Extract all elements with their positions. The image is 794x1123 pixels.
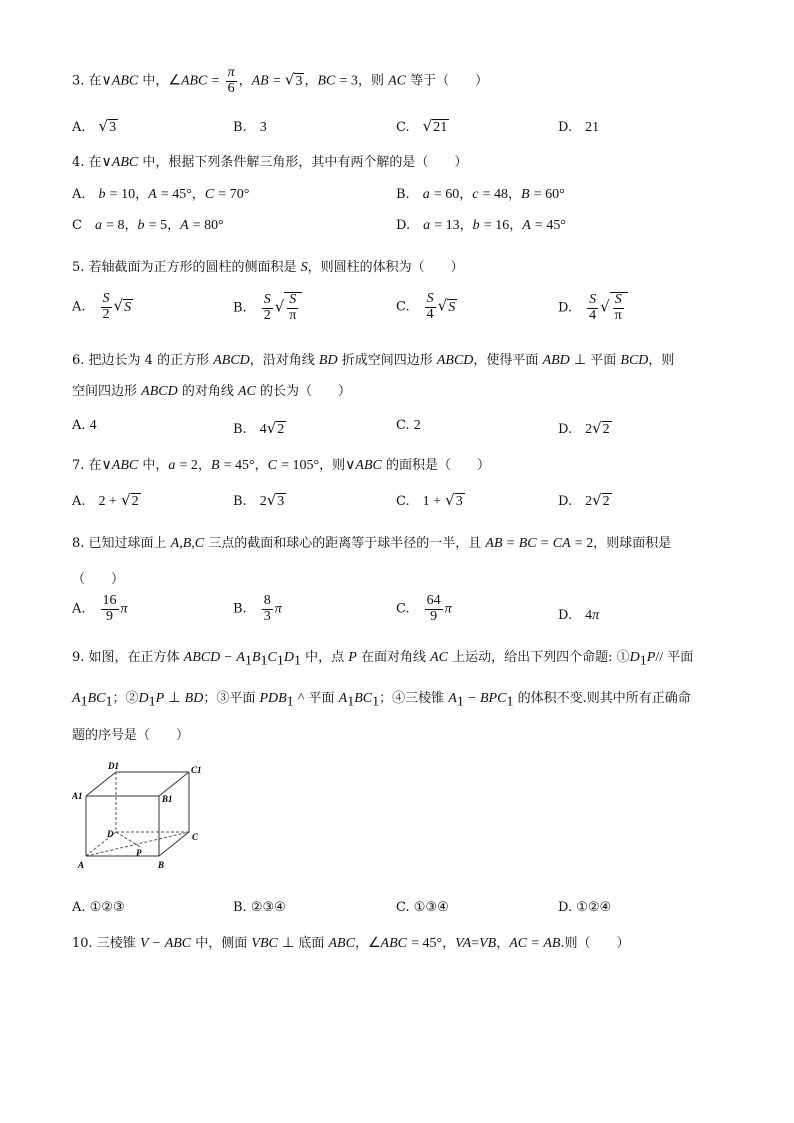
q4-option-d[interactable]: D. a = 13，b = 16，A = 45° (396, 218, 566, 233)
label-a1: A1 (72, 791, 83, 801)
q8-option-a[interactable]: A. $\frac{16}{9}$ π (72, 593, 128, 624)
q7-option-b[interactable]: B. 2√3 (233, 491, 285, 509)
q6-stem-line1: 6. 把边长为 4 的正方形 ABCD，沿对角线 BD 折成空间四边形 ABCD，使得平面 ABD ⊥ 平面 BCD，则 (72, 353, 675, 368)
q6-option-a[interactable]: A. 4 (72, 418, 97, 433)
q9-stem-line1: 9. 如图，在正方体 ABCD − $A_1B_1C_1D_1$ 中，点 P 在面对角线 AC 上运动，给出下列四个命题: $①D_1P//$ 平面 (72, 650, 694, 669)
q5-option-a[interactable]: A. $\frac{S}{2}$ √S (72, 291, 132, 322)
q9-option-b[interactable] (233, 900, 286, 915)
q5-stem: 5. 若轴截面为正方形的圆柱的侧面积是 S，则圆柱的体积为（ ） (72, 260, 464, 275)
q6-stem-line2: 空间四边形 ABCD 的对角线 AC 的长为（ ） (72, 384, 351, 399)
q9-option-d-text: ①②④ (576, 900, 612, 915)
label-b1: B1 (162, 794, 173, 804)
q7-option-a[interactable]: A. 2 + √2 (72, 491, 139, 509)
q3-option-b[interactable]: B. 3 (233, 120, 267, 135)
q9-option-a[interactable] (72, 900, 125, 915)
q8-stem-line1: 8. 已知过球面上 A,B,C 三点的截面和球心的距离等于球半径的一半，且 AB = BC = CA = 2，则球面积是 (72, 536, 672, 551)
q3-stem: 3. 在∨ABC 中，∠ABC = $\frac{\pi}{6}$ ，AB = √3 ，BC = 3，则 AC 等于（ ） (72, 65, 489, 96)
q5-option-b[interactable]: B. $\frac{S}{2}$ √ $\frac{S}{\pi}$ (233, 292, 302, 323)
q3-option-a[interactable]: A. √3 (72, 117, 117, 135)
q9-option-a-text: ①②③ (89, 900, 125, 915)
label-p: P (136, 848, 142, 858)
q9-option-d[interactable] (558, 900, 611, 915)
q6-option-b[interactable]: B. 4√2 (233, 419, 285, 437)
q10-stem: 10. 三棱锥 V − ABC 中，侧面 VBC ⊥ 底面 ABC，∠ABC = 45°，VA=VB，AC = AB.则（ ） (72, 936, 630, 951)
q9-option-c-text: ①③④ (413, 900, 449, 915)
q8-option-c[interactable]: C. $\frac{64}{9}$ π (396, 593, 452, 624)
q4-stem: 4. 在∨ABC 中，根据下列条件解三角形，其中有两个解的是（ ） (72, 155, 468, 170)
q9-text-3: 题的序号是（ ） (72, 728, 190, 743)
q4-option-a[interactable]: A. b = 10，A = 45°，C = 70° (72, 187, 250, 202)
q9-option-a-letter: A. (72, 900, 86, 915)
q8-text-2: （ ） (72, 572, 125, 587)
q9-option-c-letter: C. (396, 900, 410, 915)
q3-option-d[interactable]: D. 21 (558, 120, 600, 135)
q5-option-d[interactable]: D. $\frac{S}{4}$ √ $\frac{S}{\pi}$ (558, 292, 628, 323)
q8-stem-line2 (72, 568, 124, 587)
cube-figure (72, 760, 212, 886)
q9-stem-line2: $A_1BC_1$；$②D_1P$ ⊥ BD；③平面 $PDB_1$ ^ 平面 $A_1BC_1$；④三棱锥 $A_1 - BPC_1$ 的体积不变.则其中所有正确命 (72, 691, 691, 710)
q5-option-c[interactable]: C. $\frac{S}{4}$ √S (396, 291, 456, 322)
label-c: C (192, 832, 199, 842)
q9-option-b-text: ②③④ (250, 900, 286, 915)
q6-option-c[interactable]: C. 2 (396, 418, 421, 433)
q9-stem-line3 (72, 724, 189, 743)
label-d1: D1 (108, 761, 119, 771)
q8-option-b[interactable]: B. $\frac{8}{3}$ π (233, 593, 282, 624)
q7-option-d[interactable]: D. 2√2 (558, 491, 610, 509)
q8-option-d[interactable]: D. 4π (558, 608, 600, 623)
label-d: D (107, 829, 114, 839)
q6-option-d[interactable]: D. 2√2 (558, 419, 610, 437)
q9-option-c[interactable] (396, 900, 449, 915)
q7-option-c[interactable]: C. 1 + √3 (396, 491, 463, 509)
q7-stem: 7. 在∨ABC 中，a = 2，B = 45°，C = 105°，则∨ABC 的面积是（ ） (72, 458, 491, 473)
label-a: A (78, 860, 85, 870)
cube-diagram (72, 760, 212, 882)
q3-option-c[interactable]: C. √21 (396, 117, 448, 135)
q9-option-d-letter: D. (558, 900, 573, 915)
q4-option-b[interactable]: B. a = 60，c = 48，B = 60° (396, 187, 565, 202)
label-c1: C1 (191, 765, 202, 775)
q4-option-c[interactable]: C a = 8，b = 5，A = 80° (72, 218, 224, 233)
q9-option-b-letter: B. (233, 900, 247, 915)
label-b: B (158, 860, 165, 870)
